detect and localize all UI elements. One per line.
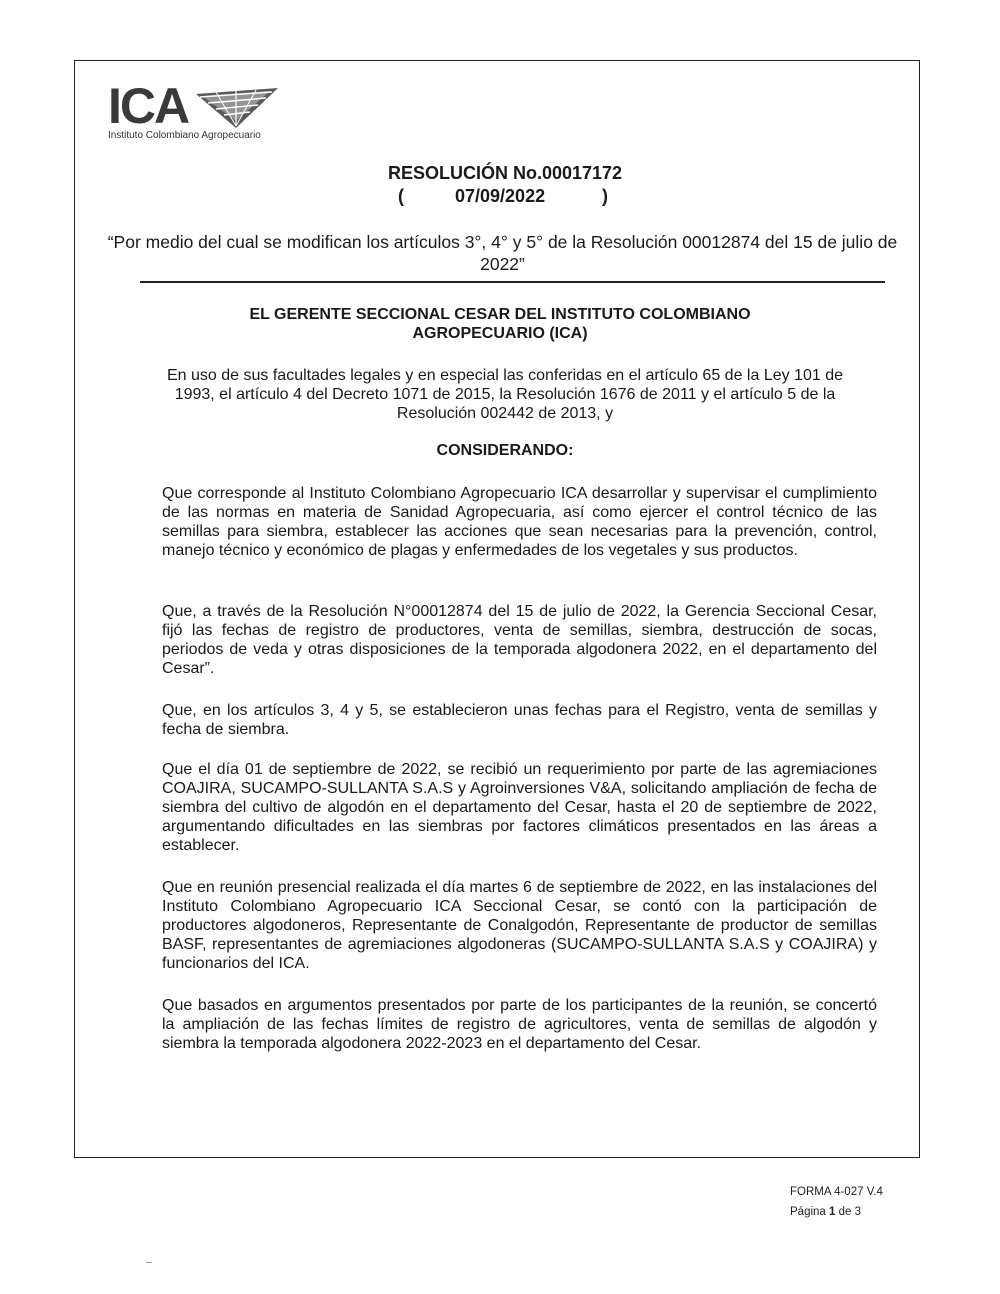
legal-powers-paragraph: En uso de sus facultades legales y en especial las conferidas en el artículo 65 de la Ley 101 de 1993, el artículo 4 del Decreto 1071 de 2015, la Resolución 1676 de 2011 y el artículo 5 de la Resolución 002442 de 2013, y: [167, 367, 843, 422]
page-of: de: [838, 1206, 852, 1218]
paragraph-1: Que corresponde al Instituto Colombiano Agropecuario ICA desarrollar y supervisar el cumplimiento de las normas en materia de Sanidad Agropecuaria, así como ejercer el control técnico de las semillas para siembra, establecer las acciones que sean necesarias para la prevención, control, manejo técnico y económico de plagas y enfermedades de los vegetales y sus productos.: [162, 485, 877, 559]
authority-line-1: EL GERENTE SECCIONAL CESAR DEL INSTITUTO COLOMBIANO: [249, 306, 751, 323]
logo-wordmark: ICA: [108, 78, 189, 134]
issuing-authority: [200, 305, 800, 343]
scan-mark: [146, 1262, 152, 1263]
paragraph-5: Que en reunión presencial realizada el día martes 6 de septiembre de 2022, en las instalaciones del Instituto Colombiano Agropecuario ICA Seccional Cesar, se contó con la participación de productores algodoneros, Representante de Conalgodón, Representante de productor de semillas BASF, representantes de agremiaciones algodoneras (SUCAMPO-SULLANTA S.A.S y COAJIRA) y funcionarios del ICA.: [162, 879, 877, 972]
considering-heading: CONSIDERANDO:: [436, 442, 574, 459]
date-open-paren: (: [398, 186, 404, 206]
subject-divider: [140, 281, 885, 283]
ica-logo: [108, 78, 298, 144]
date-value: 07/09/2022: [455, 186, 546, 206]
page-total: 3: [854, 1206, 862, 1218]
form-code: FORMA 4-027 V.4: [790, 1186, 883, 1198]
date-close-paren: ): [602, 186, 608, 206]
paragraph-3: Que, en los artículos 3, 4 y 5, se establecieron unas fechas para el Registro, venta de semillas y fecha de siembra.: [162, 702, 877, 738]
paragraph-6: Que basados en argumentos presentados por parte de los participantes de la reunión, se concertó la ampliación de las fechas límites de registro de agricultores, venta de semillas de algodón y siembra la temporada algodonera 2022-2023 en el departamento del Cesar.: [162, 997, 877, 1052]
page-indicator: [790, 1206, 861, 1218]
authority-line-2: AGROPECUARIO (ICA): [412, 325, 588, 342]
page-label: Página: [790, 1206, 826, 1218]
ica-emblem-icon: [196, 88, 278, 128]
logo-subtitle: Instituto Colombiano Agropecuario: [108, 130, 261, 141]
resolution-subject: “Por medio del cual se modifican los artículos 3°, 4° y 5° de la Resolución 00012874 del 15 de julio de 2022”: [107, 232, 898, 274]
paragraph-2: Que, a través de la Resolución N°00012874 del 15 de julio de 2022, la Gerencia Seccional Cesar, fijó las fechas de registro de productores, venta de semillas, siembra, destrucción de socas, periodos de veda y otras disposiciones de la temporada algodonera 2022, en el departamento del Cesar”.: [162, 603, 877, 677]
resolution-number: RESOLUCIÓN No.00017172: [387, 163, 623, 183]
paragraph-4: Que el día 01 de septiembre de 2022, se recibió un requerimiento por parte de las agremiaciones COAJIRA, SUCAMPO-SULLANTA S.A.S y Agroinversiones V&A, solicitando ampliación de fecha de siembra del cultivo de algodón en el departamento del Cesar, hasta el 20 de septiembre de 2022, argumentando dificultades en las siembras por factores climáticos presentados en las áreas a establecer.: [162, 761, 877, 854]
page-current: 1: [829, 1206, 836, 1218]
